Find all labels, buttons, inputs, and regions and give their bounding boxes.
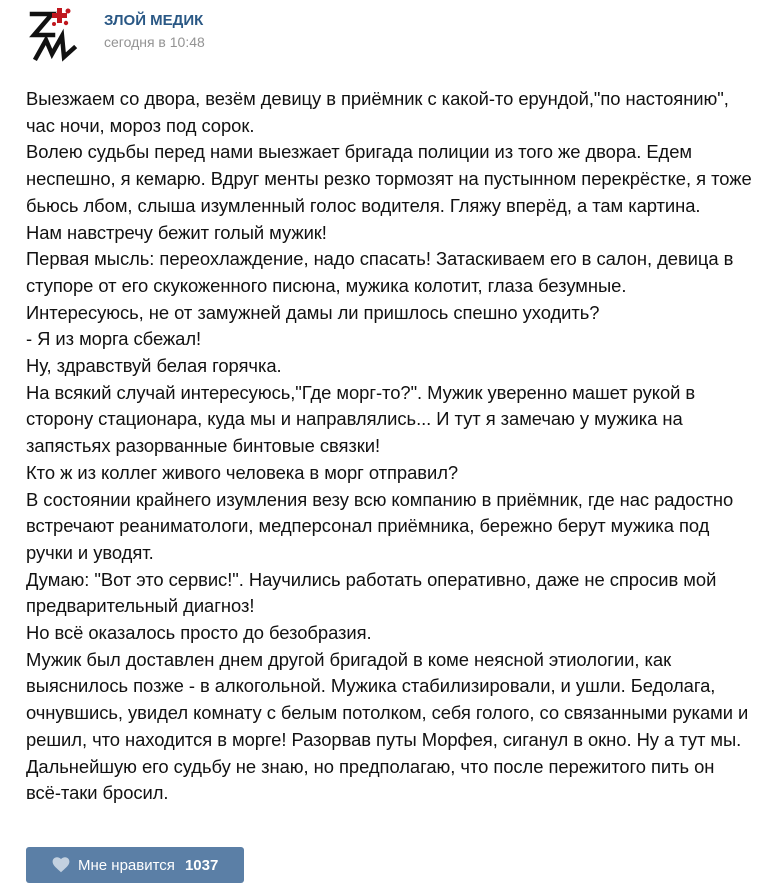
text-line: всё-таки бросил. bbox=[26, 782, 169, 804]
text-line: решил, что находится в морге! Разорвав путы Морфея, сиганул в окно. Ну а тут мы. bbox=[26, 728, 742, 750]
text-line: Но всё оказалось просто до безобразия. bbox=[26, 622, 372, 644]
post-timestamp[interactable]: сегодня в 10:48 bbox=[104, 33, 205, 50]
text-line: Нам навстречу бежит голый мужик! bbox=[26, 221, 327, 243]
text-line: Думаю: "Вот это сервис!". Научились работать оперативно, даже не спросив мой bbox=[26, 568, 717, 590]
text-line: В состоянии крайнего изумления везу всю компанию в приёмник, где нас радостно bbox=[26, 488, 734, 510]
text-line: сторону стационара, куда мы и направлялись... И тут я замечаю у мужика на bbox=[26, 408, 683, 430]
avatar[interactable] bbox=[24, 4, 84, 64]
text-line: Волею судьбы перед нами выезжает бригада полиции из того же двора. Едем bbox=[26, 141, 692, 163]
text-line: встречают реаниматологи, медперсонал приёмника, бережно берут мужика под bbox=[26, 515, 710, 537]
text-line: запястьях разорванные бинтовые связки! bbox=[26, 435, 381, 457]
zm-logo-icon bbox=[24, 4, 84, 64]
text-line: Интересуюсь, не от замужней дамы ли пришлось спешно уходить? bbox=[26, 301, 600, 323]
heart-icon bbox=[52, 857, 70, 873]
text-line: бьюсь лбом, слыша изумленный голос водителя. Гляжу вперёд, а там картина. bbox=[26, 194, 701, 216]
text-line: Выезжаем со двора, везём девицу в приёмник с какой-то ерундой,"по настоянию", bbox=[26, 88, 729, 109]
text-line: неспешно, я кемарю. Вдруг менты резко тормозят на пустынном перекрёстке, я тоже bbox=[26, 168, 752, 190]
text-line: Первая мысль: переохлаждение, надо спасать! Затаскиваем его в салон, девица в bbox=[26, 248, 734, 270]
post-meta bbox=[104, 11, 205, 52]
text-line: час ночи, мороз под сорок. bbox=[26, 114, 255, 136]
post-header bbox=[24, 4, 205, 64]
text-line: - Я из морга сбежал! bbox=[26, 328, 202, 350]
like-label: Мне нравится bbox=[78, 856, 175, 874]
text-line: очнувшись, увидел комнату с белым потолком, себя голого, со связанными руками и bbox=[26, 702, 749, 724]
text-line: предварительный диагноз! bbox=[26, 595, 255, 617]
text-line: Кто ж из коллег живого человека в морг отправил? bbox=[26, 461, 459, 483]
text-line: Мужик был доставлен днем другой бригадой в коме неясной этиологии, как bbox=[26, 648, 672, 670]
like-count: 1037 bbox=[184, 856, 219, 874]
text-line: ступоре от его скукоженного писюна, мужика колотит, глаза безумные. bbox=[26, 274, 627, 296]
text-line: Дальнейшую его судьбу не знаю, но предполагаю, что после пережитого пить он bbox=[26, 755, 715, 777]
text-line: На всякий случай интересуюсь,"Где морг-то?". Мужик уверенно машет рукой в bbox=[26, 381, 696, 403]
like-button[interactable] bbox=[26, 847, 244, 883]
author-name-link[interactable]: ЗЛОЙ МЕДИК bbox=[104, 11, 204, 29]
text-line: Ну, здравствуй белая горячка. bbox=[26, 355, 282, 377]
text-line: выяснилось позже - в алкогольной. Мужика стабилизировали, и ушли. Бедолага, bbox=[26, 675, 716, 697]
text-line: ручки и уводят. bbox=[26, 541, 154, 563]
post-text bbox=[26, 86, 766, 807]
